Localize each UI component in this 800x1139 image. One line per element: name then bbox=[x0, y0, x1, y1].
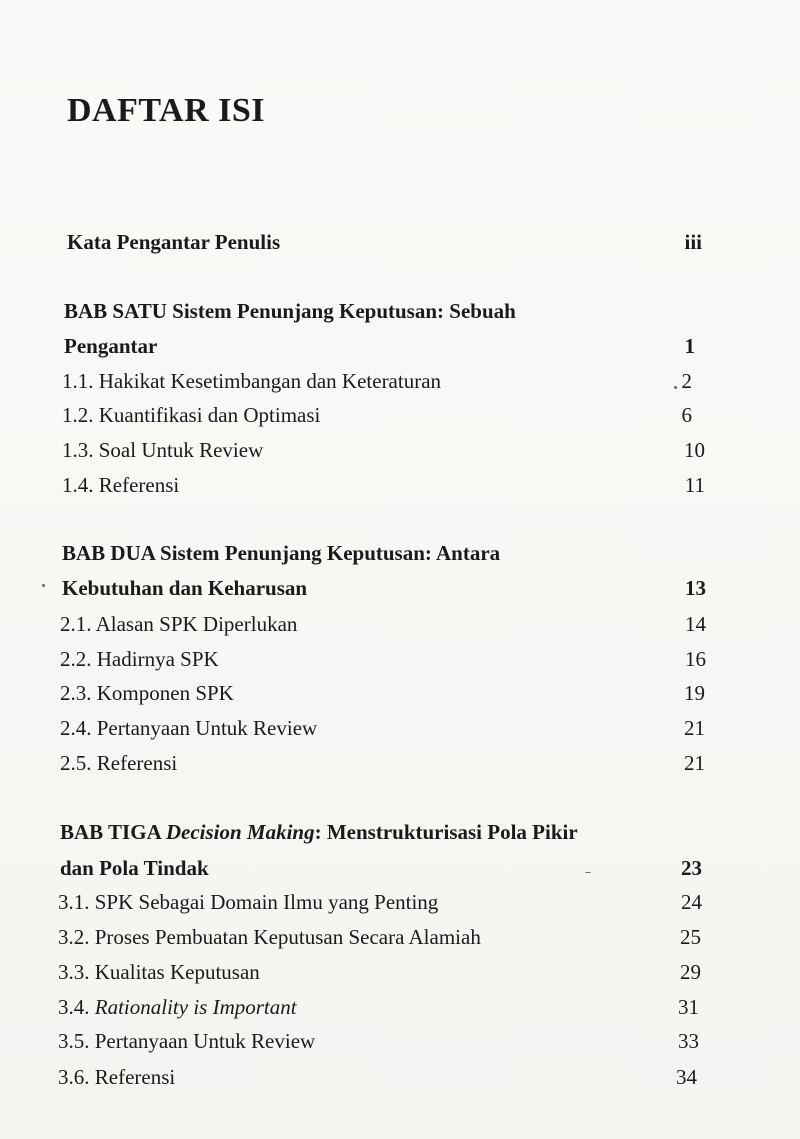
entry-label: 1.4. Referensi bbox=[62, 473, 180, 497]
entry-label: 2.2. Hadirnya SPK bbox=[60, 647, 219, 671]
chapter-title-line2: Pengantar bbox=[64, 334, 158, 358]
chapter-heading-3-cont[interactable] bbox=[0, 851, 800, 885]
entry-label: Kata Pengantar Penulis bbox=[67, 230, 281, 254]
entry-number: 3.4. bbox=[58, 995, 95, 1019]
entry-page: 21 bbox=[684, 751, 705, 775]
entry-page: 21 bbox=[684, 716, 705, 740]
entry-page: 34 bbox=[676, 1065, 697, 1089]
scan-speck bbox=[42, 584, 45, 587]
chapter-title-line1: BAB DUA Sistem Penunjang Keputusan: Antara bbox=[62, 541, 501, 565]
entry-page: 11 bbox=[684, 473, 705, 497]
entry-label: 3.5. Pertanyaan Untuk Review bbox=[58, 1029, 316, 1053]
chapter-title-line2: Kebutuhan dan Keharusan bbox=[62, 576, 308, 600]
toc-entry[interactable] bbox=[0, 468, 800, 502]
chapter-page: 1 bbox=[684, 334, 695, 358]
entry-label: 1.1. Hakikat Kesetimbangan dan Keteraturan bbox=[62, 369, 442, 393]
entry-label: 3.6. Referensi bbox=[58, 1065, 176, 1089]
entry-page: 25 bbox=[680, 925, 701, 949]
chapter-page: 23 bbox=[681, 856, 702, 880]
toc-entry[interactable] bbox=[0, 364, 800, 398]
entry-page: 10 bbox=[684, 438, 705, 462]
entry-label: 3.2. Proses Pembuatan Keputusan Secara Alamiah bbox=[58, 925, 481, 949]
entry-label bbox=[58, 990, 297, 1024]
entry-label: 2.4. Pertanyaan Untuk Review bbox=[60, 716, 318, 740]
toc-entry[interactable] bbox=[0, 1060, 800, 1094]
entry-page: 31 bbox=[678, 995, 699, 1019]
entry-label: 1.2. Kuantifikasi dan Optimasi bbox=[62, 403, 321, 427]
toc-entry[interactable] bbox=[0, 711, 800, 745]
toc-entry[interactable] bbox=[0, 920, 800, 954]
entry-page: iii bbox=[684, 230, 702, 254]
entry-label: 3.1. SPK Sebagai Domain Ilmu yang Penting bbox=[58, 890, 439, 914]
chapter-heading-3[interactable] bbox=[0, 815, 800, 849]
entry-label: 1.3. Soal Untuk Review bbox=[62, 438, 264, 462]
chapter-title-line1: BAB SATU Sistem Penunjang Keputusan: Sebuah bbox=[64, 299, 516, 323]
toc-entry[interactable] bbox=[0, 1024, 800, 1058]
chapter-page: 13 bbox=[685, 576, 706, 600]
toc-entry[interactable] bbox=[0, 398, 800, 432]
chapter-title-prefix: BAB TIGA bbox=[60, 820, 166, 844]
scan-speck bbox=[585, 872, 591, 873]
chapter-title-line2: dan Pola Tindak bbox=[60, 856, 209, 880]
toc-entry[interactable] bbox=[0, 607, 800, 641]
entry-label: 2.3. Komponen SPK bbox=[60, 681, 234, 705]
entry-label: 3.3. Kualitas Keputusan bbox=[58, 960, 260, 984]
toc-entry[interactable] bbox=[0, 433, 800, 467]
chapter-heading-2-cont[interactable] bbox=[0, 571, 800, 605]
chapter-heading-1-cont[interactable] bbox=[0, 329, 800, 363]
toc-entry[interactable] bbox=[0, 990, 800, 1024]
toc-entry[interactable] bbox=[0, 746, 800, 780]
toc-entry-preface[interactable] bbox=[0, 225, 800, 259]
entry-page: 29 bbox=[680, 960, 701, 984]
entry-label: 2.5. Referensi bbox=[60, 751, 178, 775]
entry-label: 2.1. Alasan SPK Diperlukan bbox=[60, 612, 298, 636]
entry-italic-text: Rationality is Important bbox=[94, 995, 297, 1019]
entry-page: 14 bbox=[685, 612, 706, 636]
chapter-title-suffix: : Menstrukturisasi Pola Pikir bbox=[314, 820, 578, 844]
entry-page: 19 bbox=[684, 681, 705, 705]
toc-entry[interactable] bbox=[0, 676, 800, 710]
chapter-title-italic: Decision Making bbox=[165, 820, 315, 844]
chapter-title-line1 bbox=[60, 815, 578, 849]
chapter-heading-2[interactable] bbox=[0, 536, 800, 570]
toc-entry[interactable] bbox=[0, 955, 800, 989]
chapter-heading-1[interactable] bbox=[0, 294, 800, 328]
page-title: DAFTAR ISI bbox=[67, 92, 266, 129]
toc-entry[interactable] bbox=[0, 885, 800, 919]
entry-page: 2 bbox=[681, 369, 692, 393]
entry-page: 6 bbox=[681, 403, 692, 427]
toc-entry[interactable] bbox=[0, 642, 800, 676]
scan-speck bbox=[674, 386, 677, 389]
entry-page: 16 bbox=[685, 647, 706, 671]
entry-page: 24 bbox=[681, 890, 702, 914]
entry-page: 33 bbox=[678, 1029, 699, 1053]
